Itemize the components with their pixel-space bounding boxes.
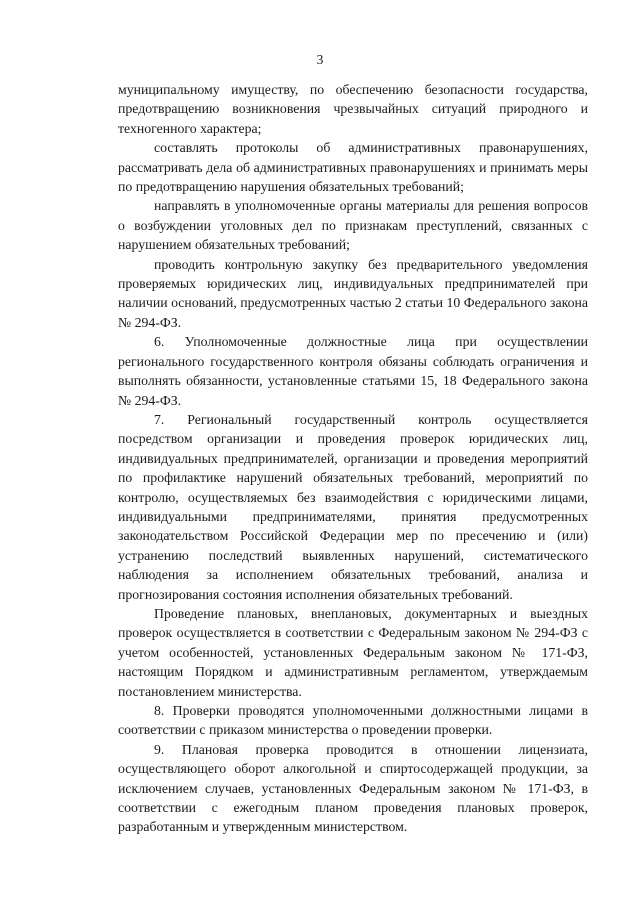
paragraph-item-7: 7. Региональный государственный контроль осуществляется посредством организации и проведения проверок юридических лиц, индивидуальных предпринимателей, организации и проведения мероприятий по профилактике нарушений обязательных требований, мероприятий по контролю, осуществляемых без взаимодействия с юридическими лицами, индивидуальными предпринимателями, принятия предусмотренных законодательством Российской Федерации мер по пресечению и (или) устранению последствий выявленных нарушений, систематического наблюдения за исполнением обязательных требований, анализа и прогнозирования состояния исполнения обязательных требований.	[118, 411, 588, 602]
document-body	[118, 80, 588, 837]
paragraph-continuation: муниципальному имуществу, по обеспечению безопасности государства, предотвращению возникновения чрезвычайных ситуаций природного и техногенного характера;	[118, 82, 588, 136]
paragraph-item-6: 6. Уполномоченные должностные лица при осуществлении регионального государственного контроля обязаны соблюдать ограничения и выполнять обязанности, установленные статьями 15, 18 Федерального закона № 294-ФЗ.	[118, 334, 588, 408]
page-number: 3	[316, 52, 324, 67]
paragraph-control-purchase: проводить контрольную закупку без предварительного уведомления проверяемых юридических лиц, индивидуальных предпринимателей при наличии оснований, предусмотренных частью 2 статьи 10 Федерального закона № 294-ФЗ.	[118, 256, 588, 330]
paragraph-draw-up-protocols: составлять протоколы об административных правонарушениях, рассматривать дела об административных правонарушениях и принимать меры по предотвращению нарушения обязательных требований;	[118, 140, 588, 195]
paragraph-inspections: Проведение плановых, внеплановых, документарных и выездных проверок осуществляется в соответствии с Федеральным законом № 294-ФЗ с учетом особенностей, установленных Федеральным законом № 171-ФЗ, настоящим Порядком и административным регламентом, утверждаемым постановлением министерства.	[118, 605, 588, 699]
paragraph-item-9: 9. Плановая проверка проводится в отношении лицензиата, осуществляющего оборот алкогольной и спиртосодержащей продукции, за исключением случаев, установленных Федеральным законом № 171-ФЗ, в соответствии с ежегодным планом проведения плановых проверок, разработанным и утвержденным министерством.	[118, 741, 588, 835]
paragraph-send-materials: направлять в уполномоченные органы материалы для решения вопросов о возбуждении уголовных дел по признакам преступлений, связанных с нарушением обязательных требований;	[118, 198, 588, 253]
paragraph-item-8: 8. Проверки проводятся уполномоченными должностными лицами в соответствии с приказом министерства о проведении проверки.	[118, 703, 588, 738]
